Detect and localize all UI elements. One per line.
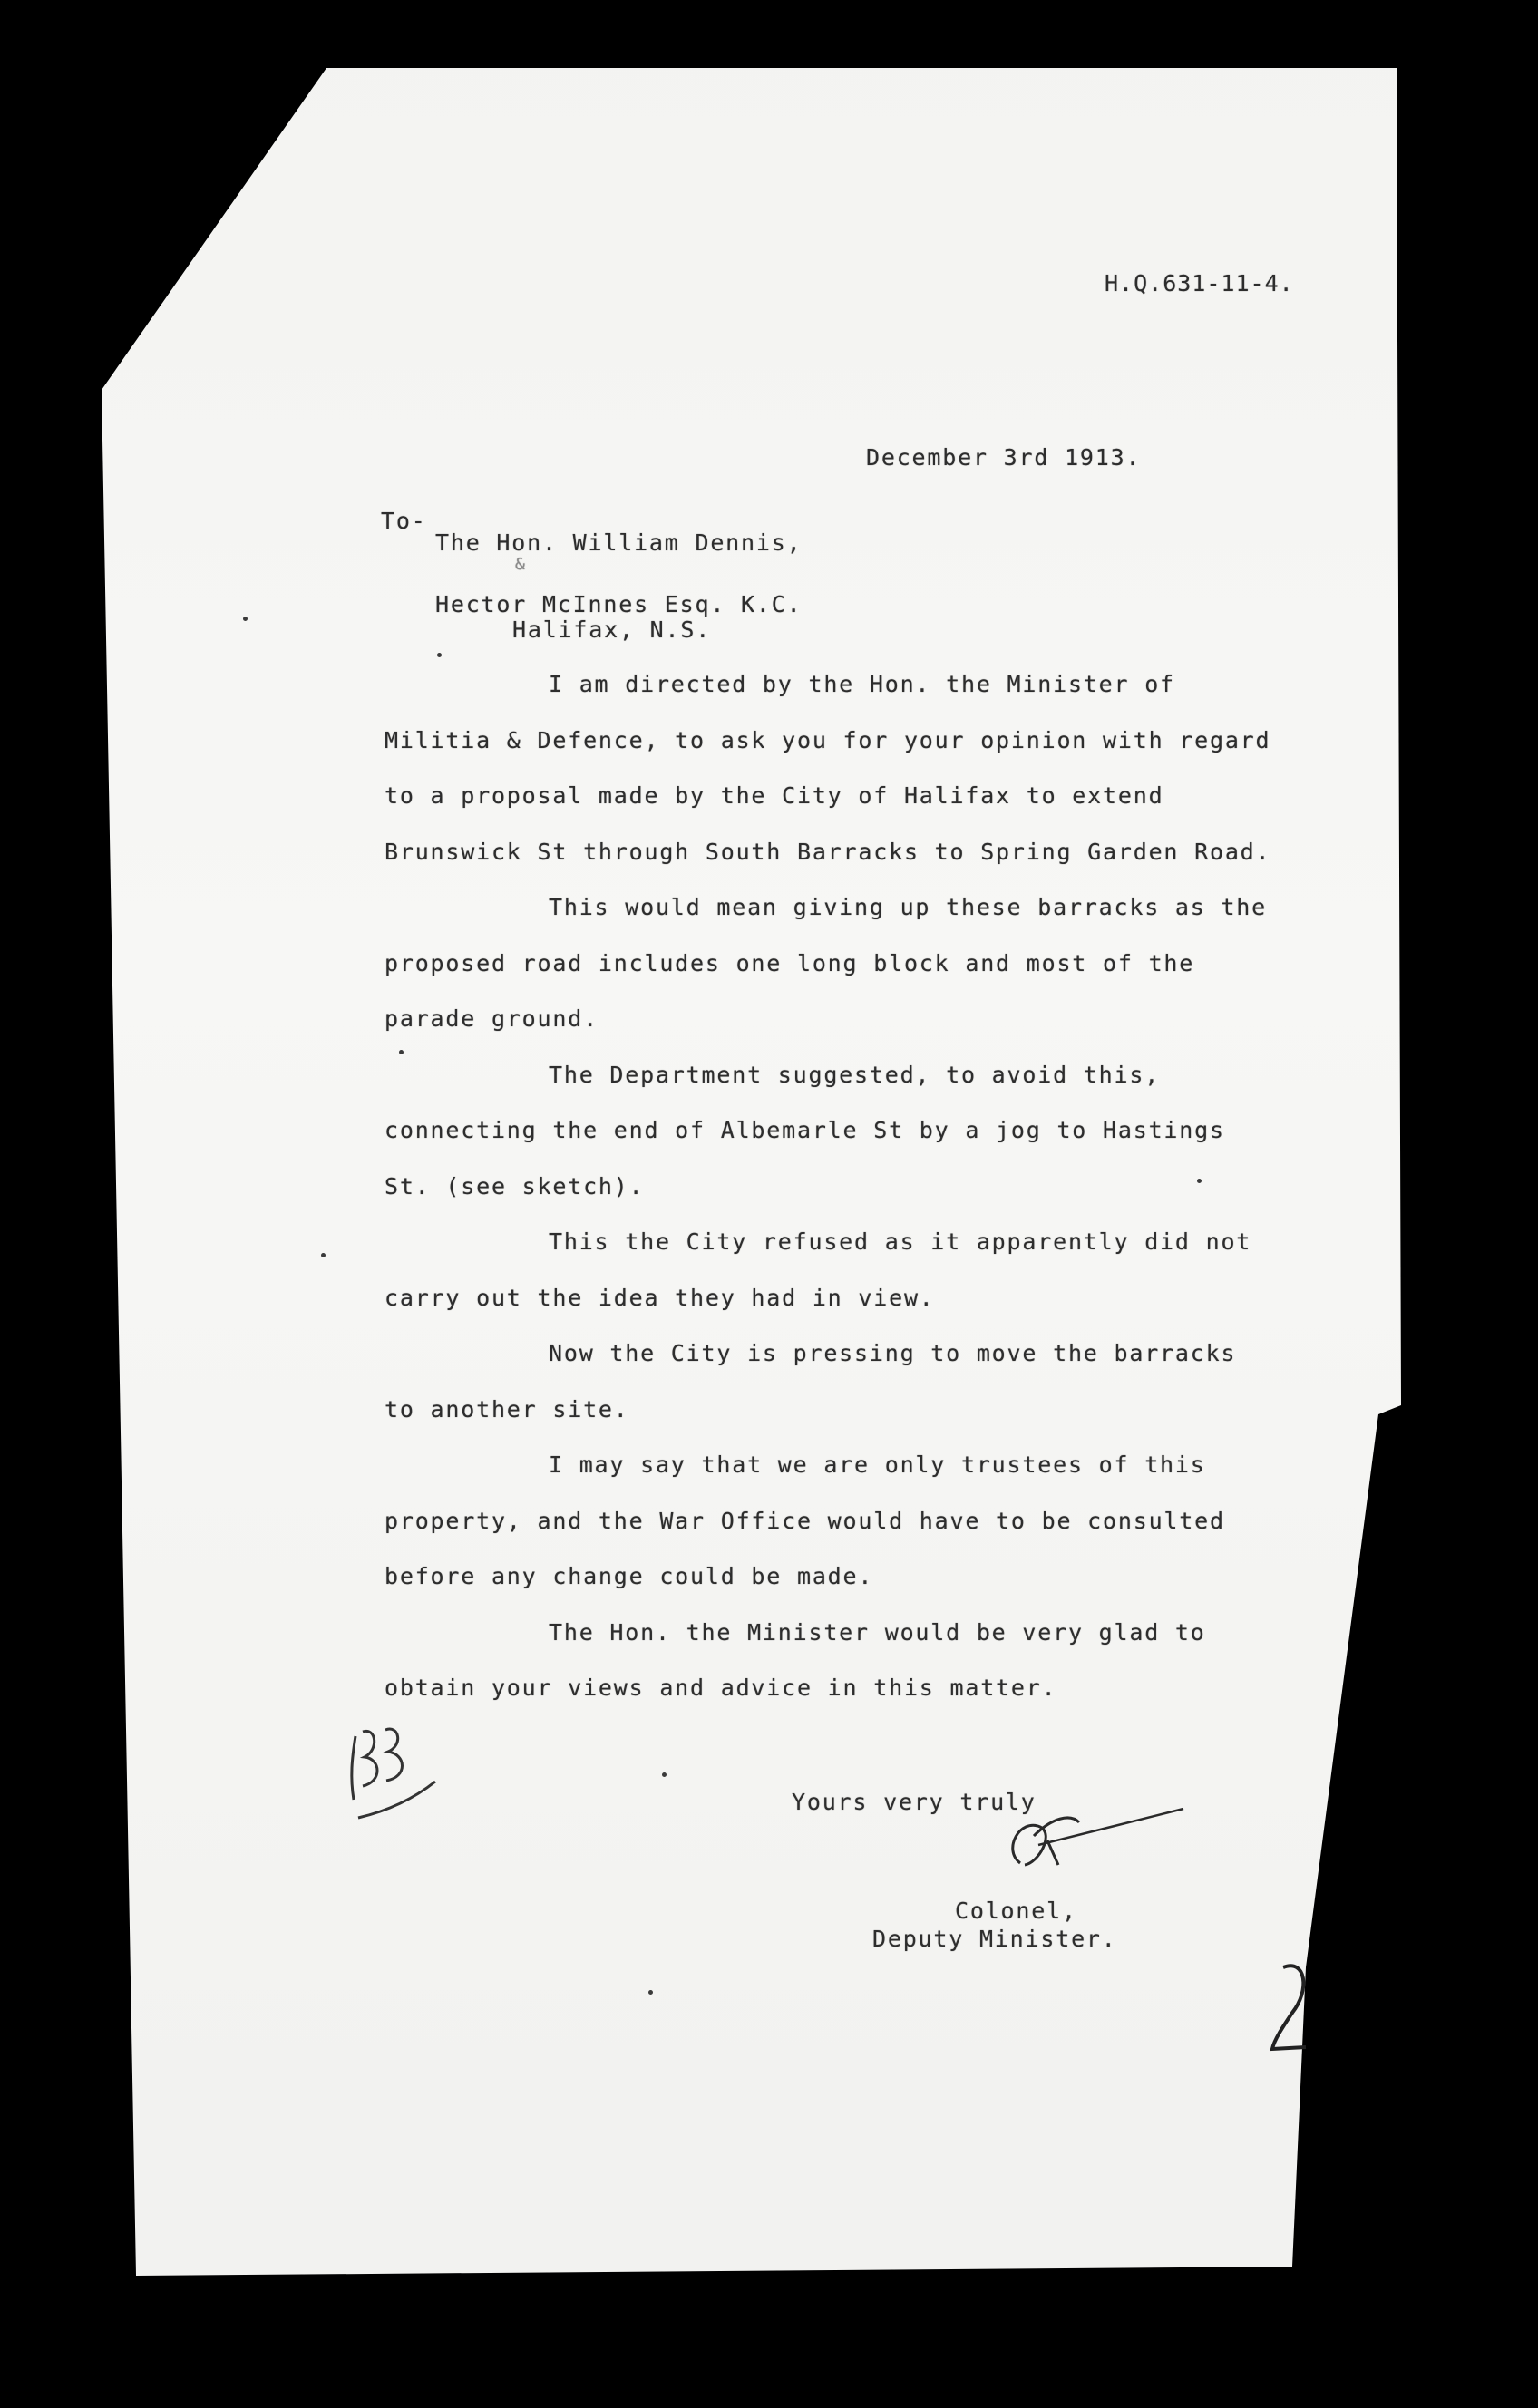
body-line: obtain your views and advice in this matter. [384, 1675, 1057, 1701]
body-line: before any change could be made. [384, 1563, 874, 1589]
body-line: St. (see sketch). [384, 1172, 645, 1199]
body-line: connecting the end of Albemarle St by a jog to Hastings [384, 1117, 1225, 1143]
closing: Yours very truly [792, 1789, 1037, 1815]
recipient-line-4: Halifax, N.S. [512, 617, 712, 643]
body-line: This the City refused as it apparently did not [549, 1228, 1252, 1255]
body-line: I am directed by the Hon. the Minister of [549, 671, 1175, 697]
body-line: to another site. [384, 1395, 629, 1422]
body-line: Now the City is pressing to move the barracks [549, 1340, 1237, 1366]
salutation-to: To- [381, 508, 427, 534]
body-line: to a proposal made by the City of Halifax to extend [384, 782, 1164, 809]
scan-speck [662, 1772, 667, 1777]
scan-speck [399, 1050, 404, 1054]
body-line: The Hon. the Minister would be very glad to [549, 1618, 1206, 1646]
body-line: property, and the War Office would have to be consulted [384, 1507, 1225, 1534]
recipient-line-1: The Hon. William Dennis, [435, 529, 803, 556]
body-line: Militia & Defence, to ask you for your opinion with regard [384, 726, 1271, 753]
body-line: parade ground. [384, 1005, 599, 1032]
scan-speck [321, 1253, 326, 1257]
recipient-line-2: & [515, 555, 527, 574]
scan-speck [648, 1990, 653, 1995]
scan-speck [1197, 1179, 1202, 1183]
body-line: Brunswick St through South Barracks to Spring Garden Road. [384, 838, 1271, 865]
body-line: I may say that we are only trustees of this [549, 1452, 1206, 1478]
file-reference: H.Q.631-11-4. [1105, 270, 1294, 296]
body-line: proposed road includes one long block and most of the [384, 949, 1195, 976]
letter-date: December 3rd 1913. [866, 444, 1142, 471]
signatory-rank: Colonel, [955, 1898, 1077, 1924]
body-line: carry out the idea they had in view. [384, 1284, 935, 1311]
body-line: The Department suggested, to avoid this, [549, 1061, 1161, 1088]
scan-speck [437, 653, 442, 657]
body-line: This would mean giving up these barracks as the [549, 894, 1268, 920]
recipient-line-3: Hector McInnes Esq. K.C. [435, 591, 803, 617]
scan-speck [243, 617, 248, 621]
signatory-title: Deputy Minister. [872, 1926, 1117, 1952]
